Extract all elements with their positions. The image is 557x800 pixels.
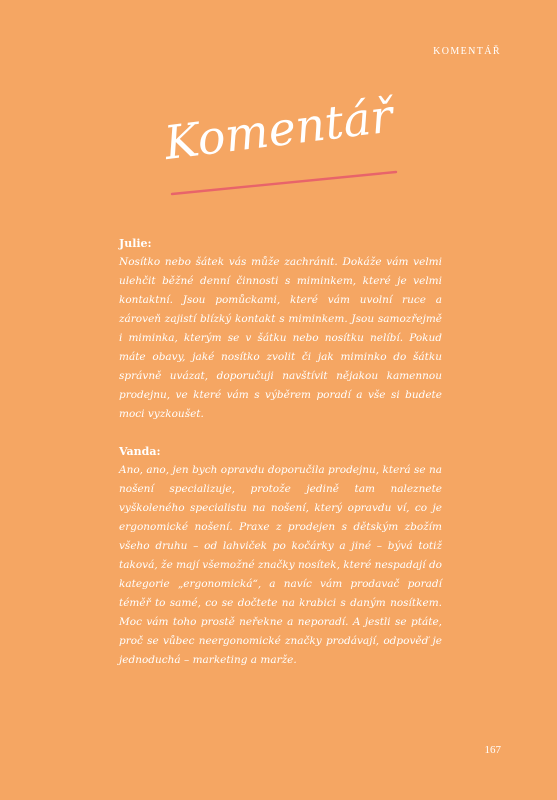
commentary-paragraph: Nosítko nebo šátek vás může zachránit. Dokáže vám velmi ulehčit běžné denní činnosti s miminkem, které je velmi kontaktní. Jsou pomůckami, které vám uvolní ruce a zároveň zajistí blízký kontakt s miminkem. Jsou samozřejmě i miminka, kterým se v šátku nebo nosítku nelíbí. Pokud máte obavy, jaké nosítko zvolit či jak miminko do šátku správně uvázat, doporučuji navštívit nějakou kamennou prodejnu, ve které vám s výběrem poradí a vše si budete moci vyzkoušet. (119, 256, 442, 420)
title-block (160, 88, 420, 200)
title-underline (170, 168, 400, 198)
running-head: KOMENTÁŘ (433, 46, 501, 57)
page-number: 167 (484, 744, 501, 756)
commentary-section-julie (119, 234, 442, 424)
page-title: Komentář (161, 88, 396, 170)
speaker-name: Julie: (119, 237, 152, 250)
speaker-name: Vanda: (119, 445, 161, 458)
commentary-body (119, 234, 442, 688)
commentary-paragraph: Ano, ano, jen bych opravdu doporučila prodejnu, která se na nošení specializuje, protože jedině tam naleznete vyškoleného specialistu na nošení, který opravdu ví, co je ergonomické nošení. Praxe z prodejen s dětským zbožím všeho druhu – od lahviček po kočárky a jiné – bývá totiž taková, že mají všemožné značky nosítek, které nespadají do kategorie „ergonomická“, a navíc vám prodavač poradí téměř to samé, co se dočtete na krabici s daným nosítkem. Moc vám toho prostě neřekne a neporadí. A jestli se ptáte, proč se vůbec neergonomické značky prodávají, odpověď je jednoduchá – marketing a marže. (119, 464, 442, 666)
commentary-section-vanda (119, 442, 442, 670)
